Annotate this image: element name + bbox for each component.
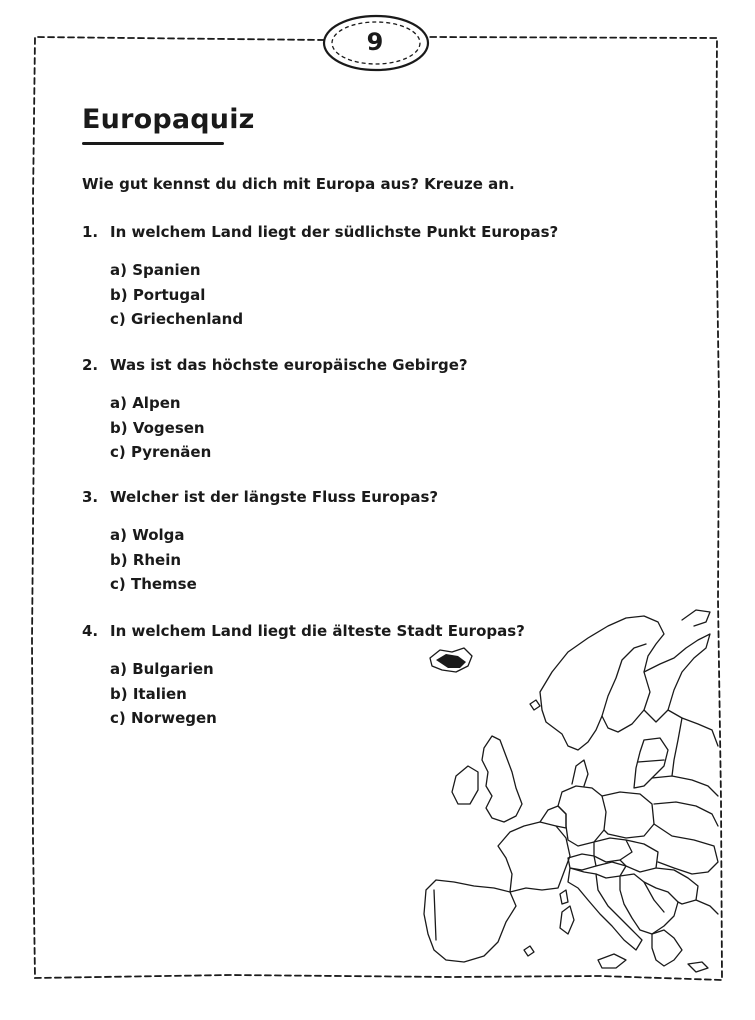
question-number: 3. (82, 488, 99, 506)
question-2 (82, 356, 468, 374)
ireland-shape (452, 766, 478, 804)
question-number: 2. (82, 356, 99, 374)
question-text: Was ist das höchste europäische Gebirge? (110, 356, 468, 374)
question-text: Welcher ist der längste Fluss Europas? (110, 488, 439, 506)
question-number: 4. (82, 622, 99, 640)
page-number: 9 (366, 28, 384, 56)
quiz-instructions: Wie gut kennst du dich mit Europa aus? Kreuze an. (82, 175, 515, 193)
question-1 (82, 223, 558, 241)
italy-shape (568, 868, 642, 950)
answer-option[interactable]: c) Themse (110, 575, 197, 593)
answer-option[interactable]: a) Alpen (110, 394, 181, 412)
question-number: 1. (82, 223, 99, 241)
question-text: In welchem Land liegt der südlichste Punkt Europas? (110, 223, 559, 241)
france-shape (498, 822, 570, 892)
great-britain-shape (482, 736, 522, 822)
title-underline (82, 142, 224, 145)
question-3-options (110, 523, 197, 597)
page-title: Europaquiz (82, 104, 255, 135)
iberia-shape (424, 880, 516, 962)
answer-option[interactable]: b) Italien (110, 684, 187, 703)
answer-option[interactable]: c) Pyrenäen (110, 443, 212, 461)
answer-option[interactable]: b) Portugal (110, 285, 206, 304)
answer-option[interactable]: c) Griechenland (110, 310, 244, 328)
question-1-options (110, 258, 243, 332)
answer-option[interactable]: a) Bulgarien (110, 660, 214, 678)
answer-option[interactable]: c) Norwegen (110, 709, 217, 727)
question-4-options (110, 657, 217, 731)
answer-option[interactable]: b) Vogesen (110, 418, 205, 437)
answer-option[interactable]: b) Rhein (110, 550, 182, 569)
question-3 (82, 488, 438, 506)
answer-option[interactable]: a) Wolga (110, 526, 185, 544)
europe-map-illustration (412, 600, 720, 985)
question-2-options (110, 391, 211, 465)
answer-option[interactable]: a) Spanien (110, 261, 201, 279)
question-text: In welchem Land liegt die älteste Stadt Europas? (110, 622, 525, 640)
scandinavia-shape (540, 616, 664, 750)
